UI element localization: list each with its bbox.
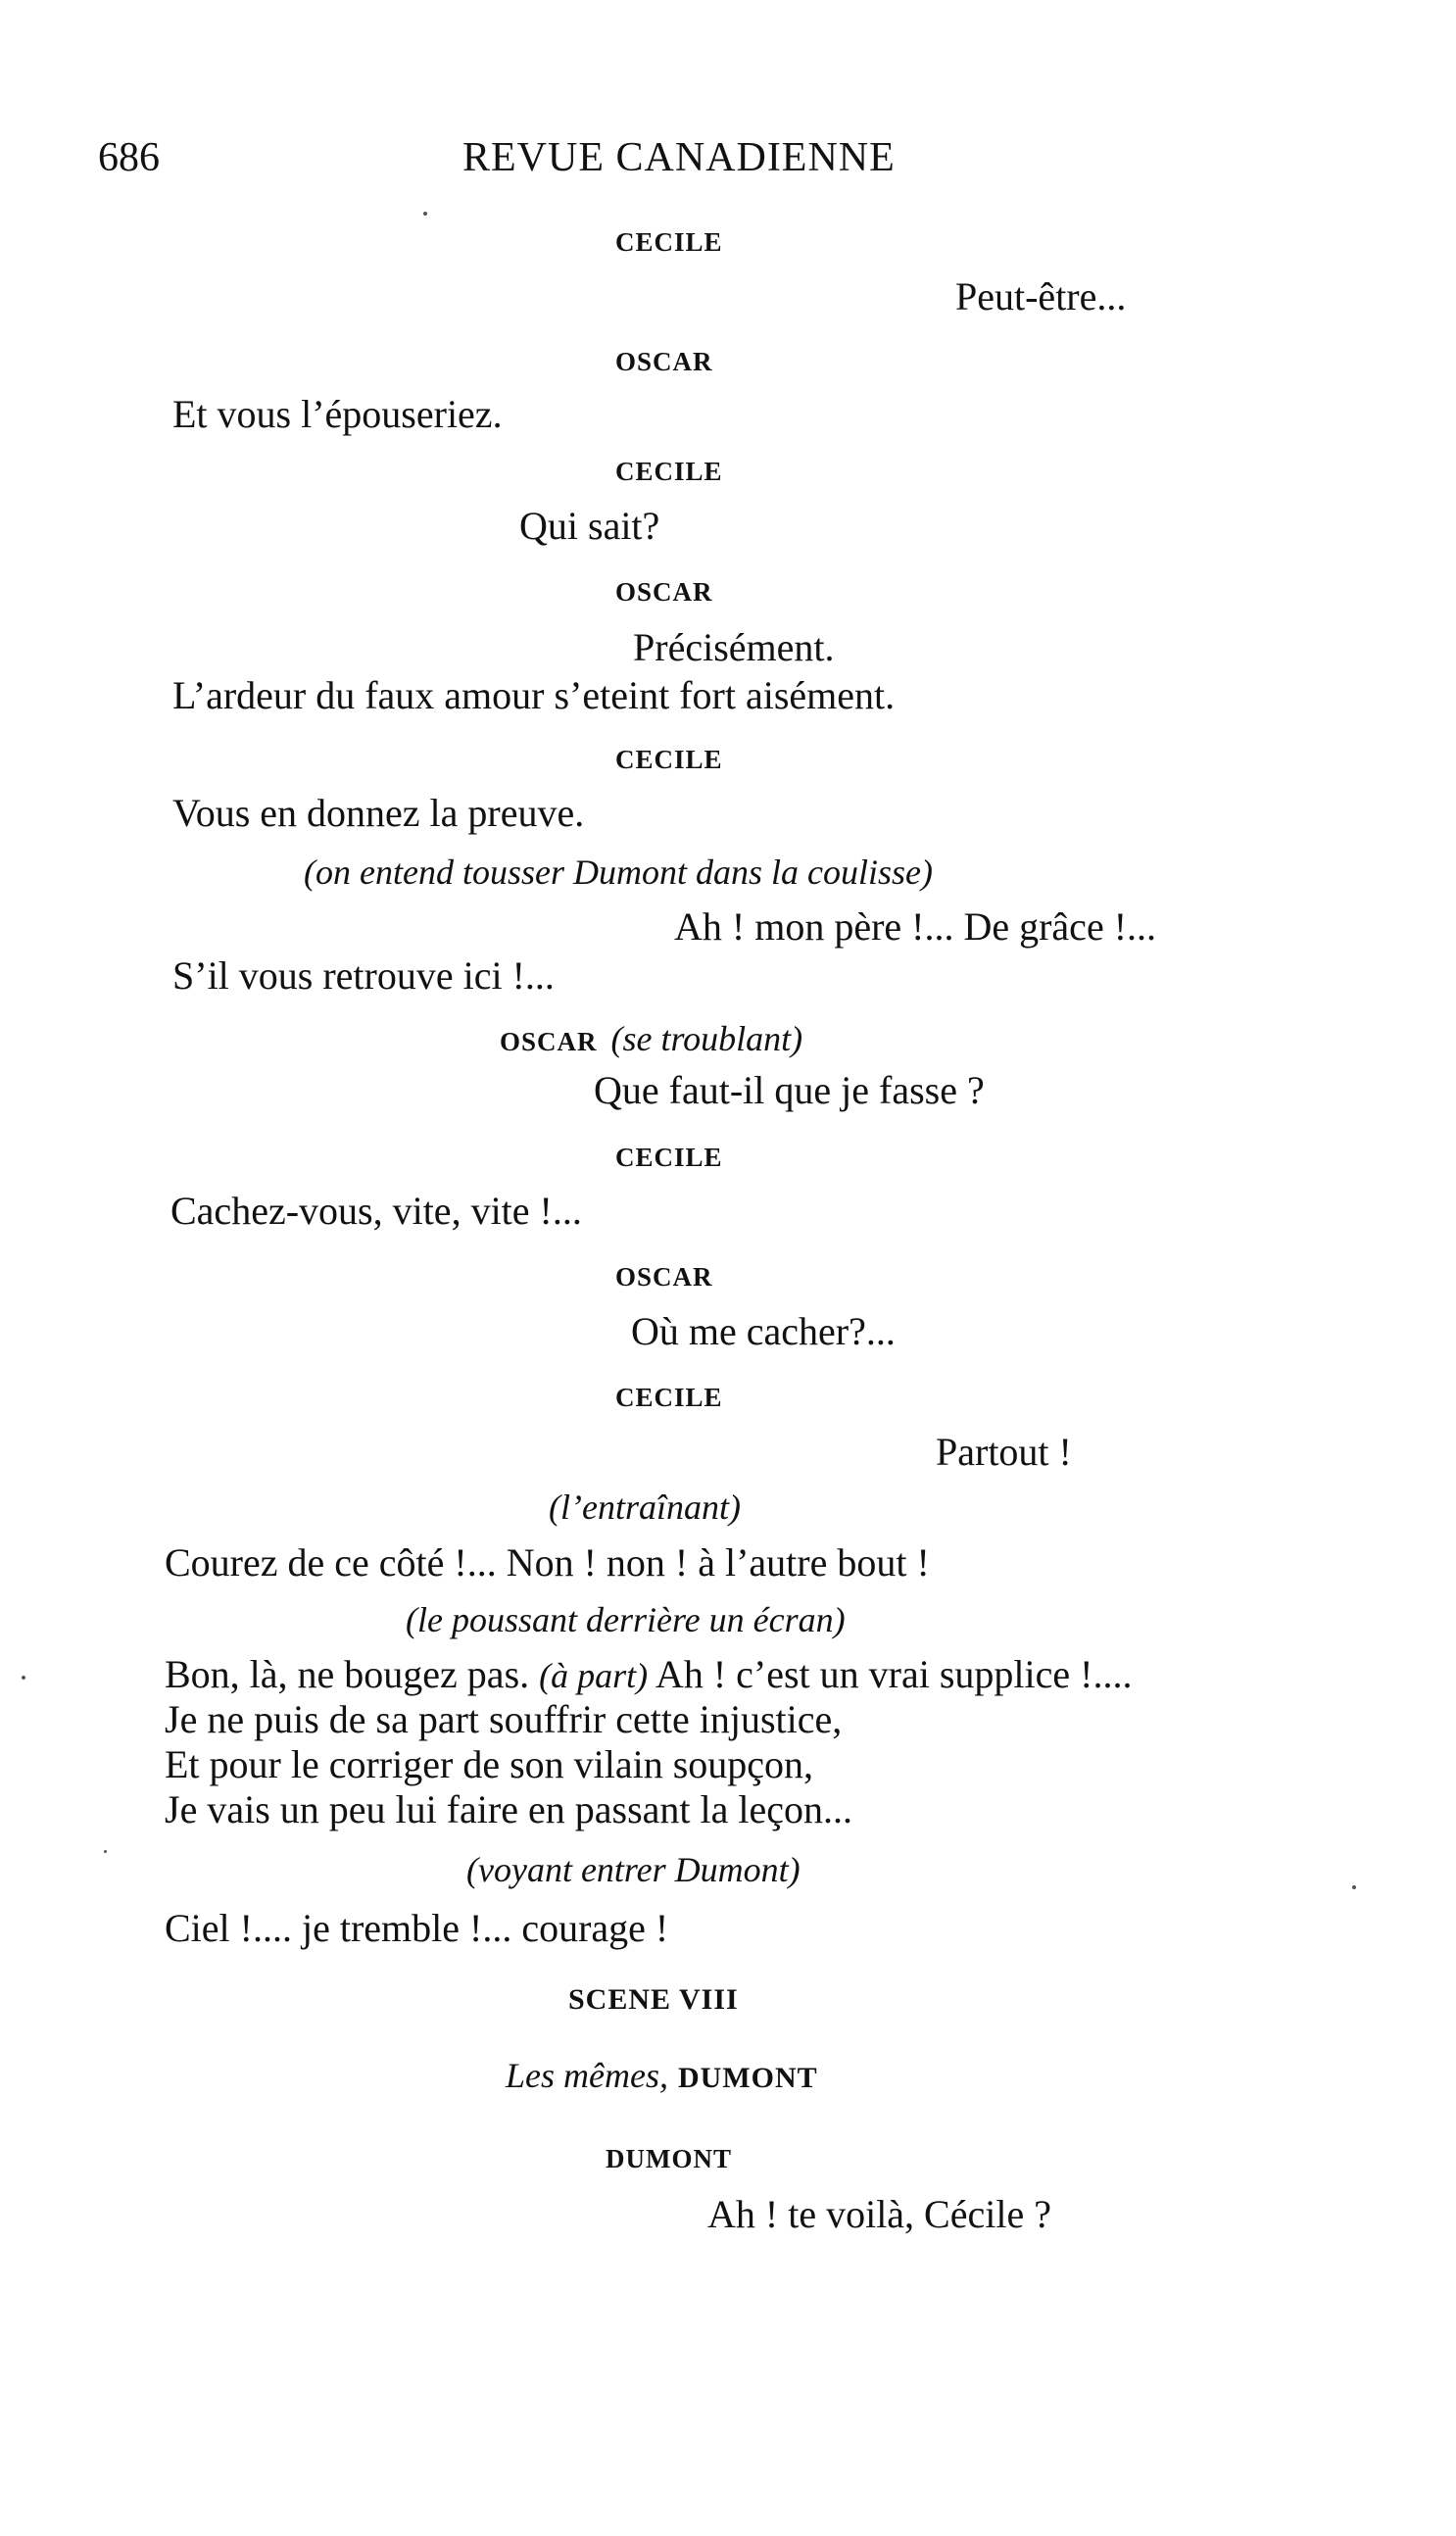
speaker-name: OSCAR — [500, 1027, 598, 1056]
verse-line: Partout ! — [936, 1430, 1072, 1474]
speaker-name: CECILE — [615, 227, 723, 257]
verse-line: Je ne puis de sa part souffrir cette injustice, — [165, 1697, 843, 1741]
verse-line: Qui sait? — [519, 504, 660, 548]
print-speck — [423, 212, 427, 216]
verse-line: L’ardeur du faux amour s’eteint fort aisément. — [172, 673, 896, 717]
stage-direction: (à part) — [539, 1656, 649, 1695]
character-name: DUMONT — [677, 2062, 818, 2094]
speaker-name: OSCAR — [615, 347, 713, 376]
stage-direction: (le poussant derrière un écran) — [406, 1600, 846, 1639]
speaker-name: CECILE — [615, 1143, 723, 1172]
verse-line: S’il vous retrouve ici !... — [172, 953, 555, 998]
speaker-name: CECILE — [615, 745, 723, 774]
verse-line: Je vais un peu lui faire en passant la leçon... — [165, 1787, 852, 1831]
running-title: REVUE CANADIENNE — [462, 135, 896, 180]
verse-line: Cachez-vous, vite, vite !... — [170, 1189, 582, 1233]
cast-line — [506, 2058, 818, 2093]
speaker-name: DUMONT — [606, 2144, 732, 2173]
cast-italic: Les mêmes, — [506, 2056, 668, 2095]
speaker-name: CECILE — [615, 1383, 723, 1412]
verse-line: Courez de ce côté !... Non ! non ! à l’autre bout ! — [165, 1540, 930, 1585]
verse-line: Où me cacher?... — [631, 1309, 896, 1353]
verse-line: Et vous l’épouseriez. — [172, 392, 503, 436]
stage-direction: (voyant entrer Dumont) — [466, 1850, 801, 1889]
verse-text: Bon, là, ne bougez pas. — [165, 1652, 540, 1696]
verse-line: Peut-être... — [955, 274, 1127, 318]
verse-line: Que faut-il que je fasse ? — [594, 1068, 985, 1112]
print-speck — [104, 1850, 107, 1853]
print-speck — [1352, 1885, 1356, 1889]
speaker-name: CECILE — [615, 457, 723, 486]
verse-line: Ah ! te voilà, Cécile ? — [707, 2192, 1051, 2236]
page-number: 686 — [98, 135, 160, 180]
speaker-name: OSCAR — [615, 1262, 713, 1292]
verse-line: Et pour le corriger de son vilain soupçon, — [165, 1742, 814, 1786]
stage-direction: (se troublant) — [610, 1019, 803, 1058]
speaker-line — [500, 1021, 802, 1056]
speaker-name: OSCAR — [615, 577, 713, 607]
verse-line: Ciel !.... je tremble !... courage ! — [165, 1906, 669, 1950]
verse-line: Précisément. — [633, 625, 835, 669]
verse-line — [165, 1652, 1133, 1696]
print-speck — [22, 1676, 25, 1680]
scene-heading: SCENE VIII — [568, 1983, 739, 2016]
stage-direction: (l’entraînant) — [549, 1487, 741, 1527]
verse-line: Vous en donnez la preuve. — [172, 791, 585, 835]
stage-direction: (on entend tousser Dumont dans la coulisse) — [304, 853, 933, 892]
verse-text: Ah ! c’est un vrai supplice !.... — [648, 1652, 1133, 1696]
verse-line: Ah ! mon père !... De grâce !... — [674, 904, 1157, 949]
